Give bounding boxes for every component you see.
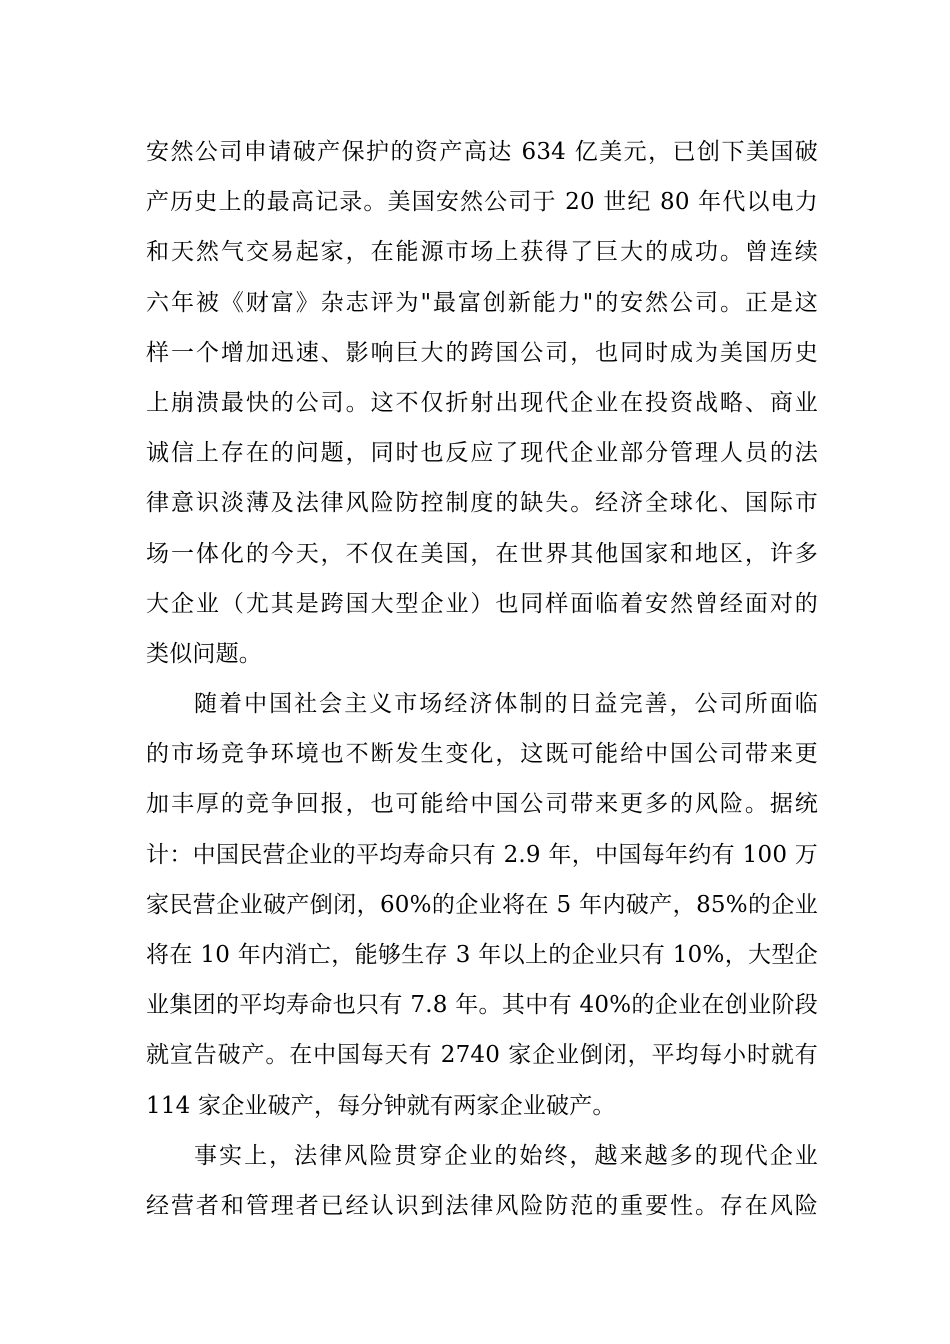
text-line: 随着中国社会主义市场经济体制的日益完善，公司所面临 — [194, 691, 818, 718]
text-line: 业集团的平均寿命也只有 7.8 年。其中有 40%的企业在创业阶段 — [146, 992, 818, 1019]
text-line: 上崩溃最快的公司。这不仅折射出现代企业在投资战略、商业 — [146, 389, 818, 416]
text-line: 产历史上的最高记录。美国安然公司于 20 世纪 80 年代以电力 — [146, 189, 818, 216]
text-line: 事实上，法律风险贯穿企业的始终，越来越多的现代企业 — [194, 1142, 818, 1169]
text-line: 的市场竞争环境也不断发生变化，这既可能给中国公司带来更 — [146, 741, 818, 768]
text-line: 六年被《财富》杂志评为"最富创新能力"的安然公司。正是这 — [146, 289, 818, 316]
text-line: 律意识淡薄及法律风险防控制度的缺失。经济全球化、国际市 — [146, 490, 818, 517]
text-line: 就宣告破产。在中国每天有 2740 家企业倒闭，平均每小时就有 — [146, 1042, 818, 1069]
paragraph-legal-risk — [146, 1131, 818, 1231]
text-line: 诚信上存在的问题，同时也反应了现代企业部分管理人员的法 — [146, 440, 818, 467]
text-line: 加丰厚的竞争回报，也可能给中国公司带来更多的风险。据统 — [146, 791, 818, 818]
text-line: 将在 10 年内消亡，能够生存 3 年以上的企业只有 10%，大型企 — [146, 942, 818, 968]
text-line: 和天然气交易起家，在能源市场上获得了巨大的成功。曾连续 — [146, 239, 818, 266]
text-line: 114 家企业破产，每分钟就有两家企业破产。 — [146, 1092, 616, 1119]
text-line: 场一体化的今天，不仅在美国，在世界其他国家和地区，许多 — [146, 540, 818, 567]
text-line: 大企业（尤其是跨国大型企业）也同样面临着安然曾经面对的 — [146, 590, 818, 617]
text-line: 计：中国民营企业的平均寿命只有 2.9 年，中国每年约有 100 万 — [146, 841, 818, 868]
text-line: 安然公司申请破产保护的资产高达 634 亿美元，已创下美国破 — [146, 139, 818, 165]
text-line: 家民营企业破产倒闭，60%的企业将在 5 年内破产，85%的企业 — [146, 891, 818, 918]
text-line: 经营者和管理者已经认识到法律风险防范的重要性。存在风险 — [146, 1192, 818, 1219]
text-line: 样一个增加迅速、影响巨大的跨国公司，也同时成为美国历史 — [146, 339, 818, 366]
paragraph-china-companies — [146, 679, 818, 1131]
body-text — [146, 127, 818, 1231]
text-line: 类似问题。 — [146, 640, 262, 667]
paragraph-enron — [146, 127, 818, 679]
